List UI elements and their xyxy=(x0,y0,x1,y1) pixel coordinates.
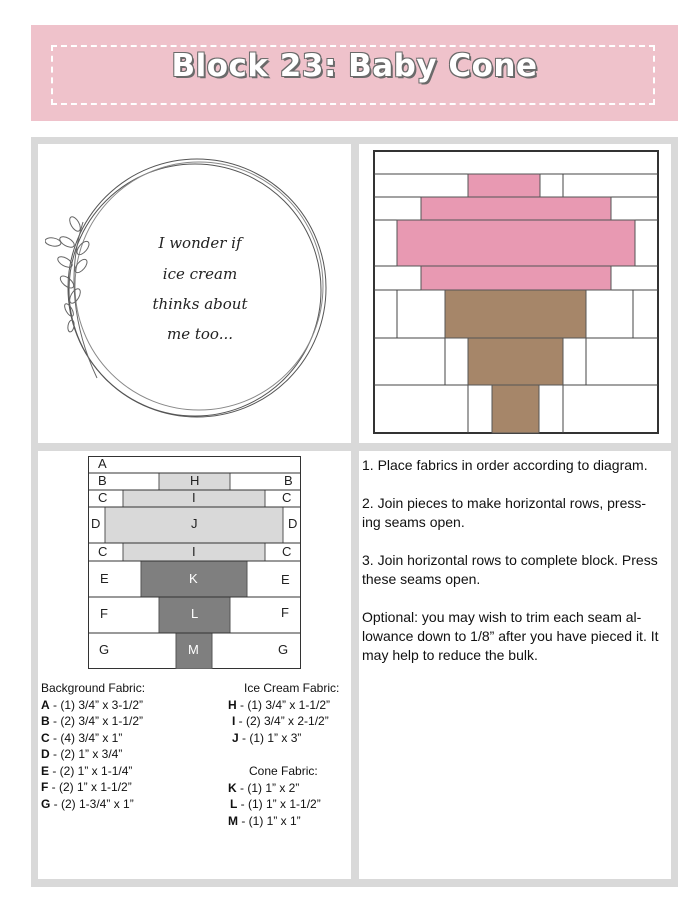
fabric-item: B - (2) 3/4” x 1-1/2” xyxy=(41,714,144,728)
label-C-right-top: C xyxy=(282,490,292,505)
fabric-item: L - (1) 1” x 1-1/2” xyxy=(230,797,321,811)
fabric-item: G - (2) 1-3/4” x 1” xyxy=(41,796,134,811)
label-D-right: D xyxy=(288,516,298,531)
fabric-item: F - (2) 1” x 1-1/2” xyxy=(41,780,132,794)
label-E-right: E xyxy=(281,572,290,587)
page-title: Block 23: Baby Cone xyxy=(171,48,538,84)
label-F-left: F xyxy=(100,606,108,621)
fabric-item: J - (1) 1” x 3” xyxy=(232,730,302,745)
piecing-diagram xyxy=(88,456,301,669)
instructions xyxy=(362,456,662,684)
fabric-item: C - (4) 3/4” x 1” xyxy=(41,730,123,745)
fabric-item: E - (2) 1” x 1-1/4” xyxy=(41,763,133,778)
label-I-bottom: I xyxy=(192,544,196,559)
label-M: M xyxy=(188,642,199,657)
label-B-right: B xyxy=(284,473,293,488)
instruction-optional: Optional: you may wish to trim each seam al-lowance down to 1/8” after you have pieced it. It may help to reduce the bulk. xyxy=(362,609,659,663)
instruction-step-3: 3. Join horizontal rows to complete block. Press these seams open. xyxy=(362,552,658,587)
ice-cream-fabric-heading: Ice Cream Fabric: xyxy=(244,681,340,695)
leaf-sprig-icon xyxy=(45,215,97,378)
label-C-left-bottom: C xyxy=(98,544,108,559)
fabric-item: H - (1) 3/4” x 1-1/2” xyxy=(228,697,331,712)
label-J: J xyxy=(191,516,198,531)
quote-line-4: me too... xyxy=(167,325,233,343)
fabric-item: A - (1) 3/4” x 3-1/2” xyxy=(41,697,144,712)
fabric-item: K - (1) 1” x 2” xyxy=(228,780,300,795)
quote-line-2: ice cream xyxy=(162,265,238,283)
fabric-item: M - (1) 1” x 1” xyxy=(228,813,301,828)
instruction-step-2: 2. Join pieces to make horizontal rows, press-ing seams open. xyxy=(362,495,647,530)
background-fabric-list xyxy=(41,680,211,812)
ice-cream-fabric-list xyxy=(228,680,348,746)
label-G-left: G xyxy=(99,642,110,657)
label-F-right: F xyxy=(281,605,289,620)
label-G-right: G xyxy=(278,642,289,657)
label-E-left: E xyxy=(100,571,109,586)
label-C-right-bottom: C xyxy=(282,544,292,559)
cone-fabric-heading: Cone Fabric: xyxy=(249,764,318,778)
instruction-step-1: 1. Place fabrics in order according to diagram. xyxy=(362,457,648,473)
label-C-left-top: C xyxy=(98,490,108,505)
label-L: L xyxy=(191,606,199,621)
label-I-top: I xyxy=(192,490,196,505)
cone-fabric-list xyxy=(228,763,348,829)
label-D-left: D xyxy=(91,516,101,531)
label-H: H xyxy=(190,473,200,488)
finished-block-image xyxy=(373,150,660,435)
quote-line-1: I wonder if xyxy=(158,234,242,252)
label-A: A xyxy=(98,456,107,471)
fabric-item: I - (2) 3/4” x 2-1/2” xyxy=(232,714,329,728)
label-B-left: B xyxy=(98,473,107,488)
label-K: K xyxy=(189,571,198,586)
quote-line-3: thinks about xyxy=(152,295,248,313)
fabric-item: D - (2) 1” x 3/4” xyxy=(41,747,123,761)
background-fabric-heading: Background Fabric: xyxy=(41,681,146,695)
